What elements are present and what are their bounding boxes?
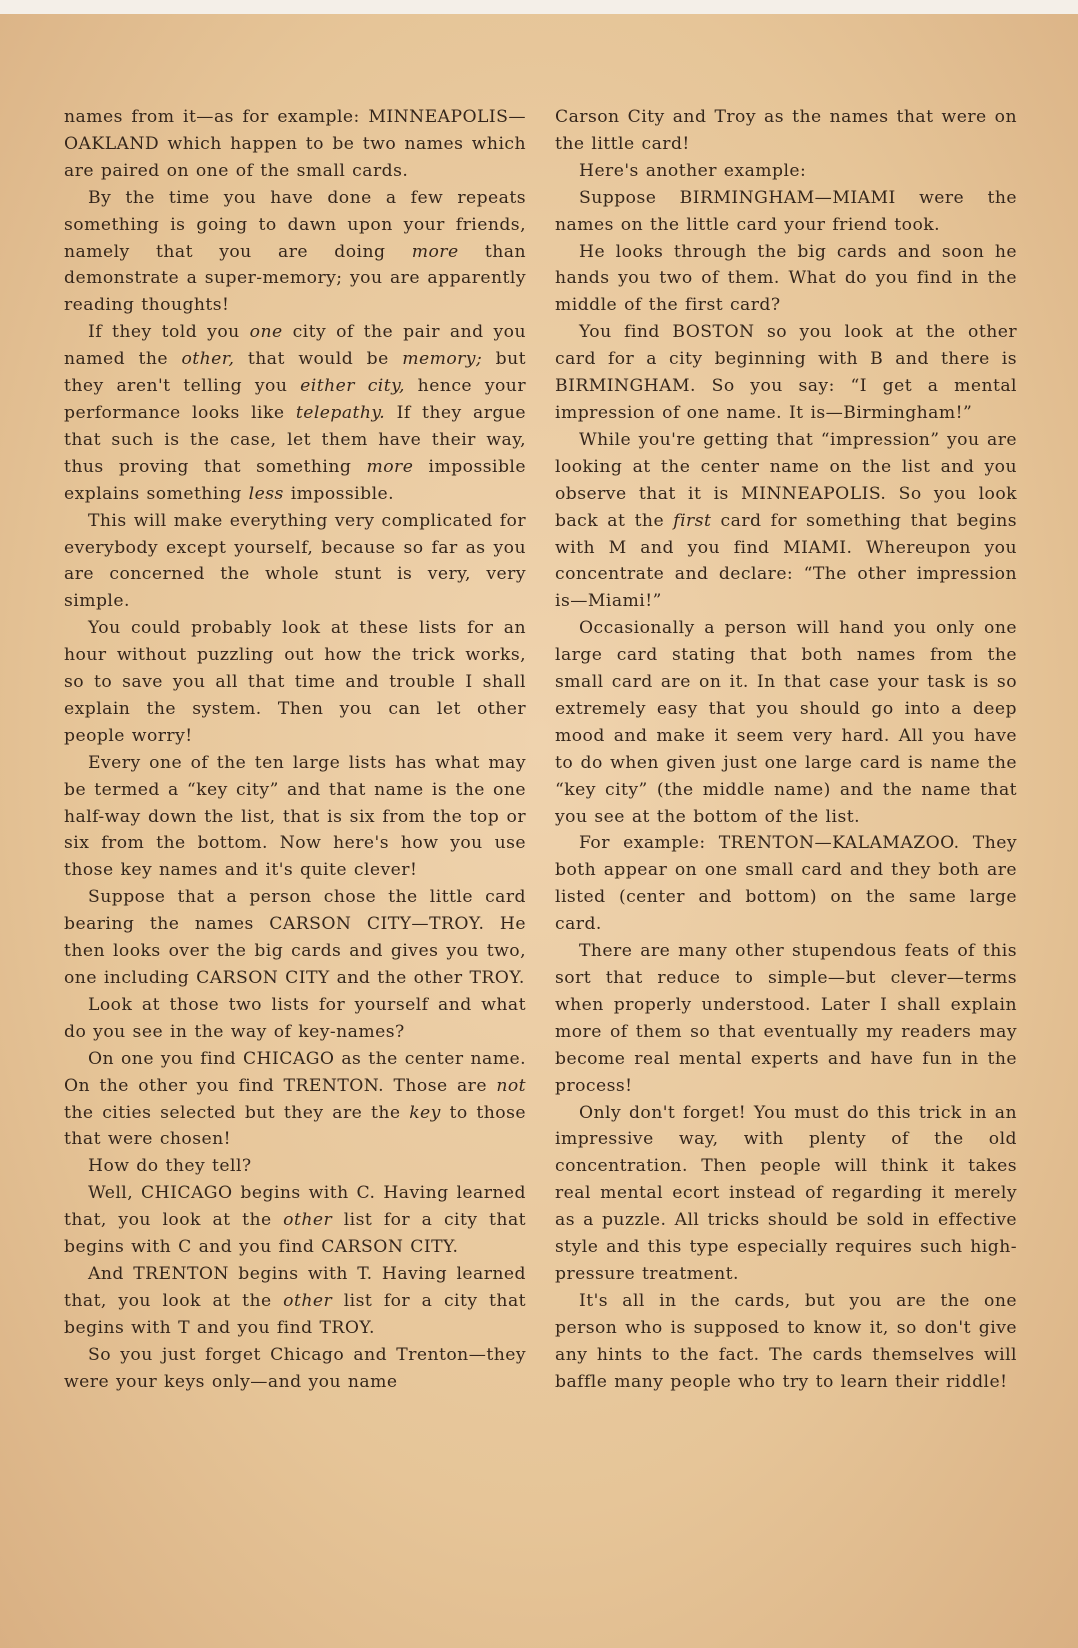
text: How do they tell?	[88, 1156, 252, 1177]
text: card for something that begins with M and you find MIAMI. Whereupon you concentrate and declare: “The other impression is—Miami!”	[555, 510, 1017, 612]
text: It's all in the cards, but you are the one person who is supposed to know it, so don't give any hints to the fact. The cards themselves will baffle many people who try to learn their riddle!	[555, 1290, 1017, 1392]
text: Suppose BIRMINGHAM—MIAMI were the names on the little card your friend took.	[555, 187, 1017, 235]
text: So you just forget Chicago and Trenton—they were your keys only—and you name	[64, 1344, 526, 1392]
text: Carson City and Troy as the names that were on the little card!	[555, 107, 1017, 154]
italic-text: more	[411, 241, 459, 262]
paragraph	[555, 185, 1017, 239]
text: If they told you	[88, 322, 250, 343]
text: Suppose that a person chose the little card bearing the names CARSON CITY—TROY. He then looks over the big cards and gives you two, one including CARSON CITY and the other TROY.	[64, 887, 526, 988]
italic-text: not	[496, 1075, 526, 1096]
paragraph	[555, 615, 1017, 830]
text: Occasionally a person will hand you only one large card stating that both names from the small card are on it. In that case your task is so extremely easy that you should go into a deep mood and make it seem very hard. All you have to do when given just one large card is name the “key city” (the middle name) and the name that you see at the bottom of the list.	[555, 618, 1017, 827]
text: to those that were chosen!	[64, 1102, 526, 1150]
paragraph	[555, 239, 1017, 320]
paragraph	[64, 1180, 526, 1261]
italic-text: less	[248, 483, 284, 504]
paragraph	[64, 1046, 526, 1154]
text: Every one of the ten large lists has what may be termed a “key city” and that name is the one half-way down the list, that is six from the top or six from the bottom. Now here's how you use those key names and it's quite clever!	[64, 752, 526, 881]
italic-text: telepathy.	[295, 402, 386, 423]
text: than demonstrate a super-memory; you are apparently reading thoughts!	[64, 241, 526, 316]
paragraph	[555, 1100, 1017, 1288]
right-column	[555, 104, 1017, 1396]
paragraph	[555, 830, 1017, 938]
italic-text: one	[249, 322, 283, 343]
paragraph	[555, 1288, 1017, 1396]
text: names from it—as for example: MINNEAPOLIS—OAKLAND which happen to be two names which are paired on one of the small cards.	[64, 107, 526, 181]
paragraph	[555, 104, 1017, 158]
text: impossible.	[283, 483, 395, 504]
paragraph	[64, 1261, 526, 1342]
paragraph	[64, 1153, 526, 1180]
text: list for a city that begins with C and you find CARSON CITY.	[64, 1210, 526, 1258]
text: hence your performance looks like	[64, 376, 526, 423]
italic-text: other	[283, 1290, 333, 1311]
text: Here's another example:	[579, 160, 807, 181]
italic-text: first	[673, 510, 712, 531]
paragraph	[64, 884, 526, 992]
italic-text: either city,	[300, 376, 405, 397]
text: On one you find CHICAGO as the center name. On the other you find TRENTON. Those are	[64, 1048, 526, 1096]
text: This will make everything very complicated for everybody except yourself, because so far as you are concerned the whole stunt is very, very simple.	[64, 510, 526, 612]
paragraph	[555, 158, 1017, 185]
paragraph	[555, 938, 1017, 1099]
text: Well, CHICAGO begins with C. Having learned that, you look at the	[64, 1183, 526, 1231]
text: He looks through the big cards and soon he hands you two of them. What do you find in the middle of the first card?	[555, 241, 1017, 316]
italic-text: more	[366, 456, 414, 477]
italic-text: other	[283, 1210, 333, 1231]
paragraph	[64, 750, 526, 885]
text: For example: TRENTON—KALAMAZOO. They both appear on one small card and they both are listed (center and bottom) on the same large card.	[555, 833, 1017, 935]
text: By the time you have done a few repeats something is going to dawn upon your friends, namely that you are doing	[64, 187, 526, 262]
text: Only don't forget! You must do this trick in an impressive way, with plenty of the old concentration. Then people will think it takes real mental ecort instead of regarding it merely as a puzzle. All tricks should be sold in effective style and this type especially requires such high-pressure treatment.	[555, 1102, 1017, 1284]
paragraph	[64, 508, 526, 616]
text: While you're getting that “impression” you are looking at the center name on the list and you observe that it is MINNEAPOLIS. So you look back at the	[555, 429, 1017, 531]
text: that would be	[234, 349, 403, 370]
paragraph	[64, 1342, 526, 1396]
paragraph	[555, 319, 1017, 427]
text: the cities selected but they are the	[64, 1102, 410, 1123]
text: And TRENTON begins with T. Having learned that, you look at the	[64, 1263, 526, 1311]
text: There are many other stupendous feats of this sort that reduce to simple—but clever—terms when properly understood. Later I shall explain more of them so that eventually my readers may become real mental experts and have fun in the process!	[555, 941, 1017, 1096]
text: You find BOSTON so you look at the other card for a city beginning with B and there is BIRMINGHAM. So you say: “I get a mental impression of one name. It is—Birmingham!”	[555, 322, 1017, 423]
paragraph	[64, 319, 526, 507]
paragraph	[64, 992, 526, 1046]
text: city of the pair and you named the	[64, 322, 526, 370]
italic-text: key	[409, 1102, 441, 1123]
text: list for a city that begins with T and you find TROY.	[64, 1290, 526, 1338]
text: Look at those two lists for yourself and what do you see in the way of key-names?	[64, 994, 526, 1042]
paragraph	[64, 104, 526, 185]
text: If they argue that such is the case, let them have their way, thus proving that something	[64, 402, 526, 477]
text: impossible explains something	[64, 456, 526, 504]
text: You could probably look at these lists for an hour without puzzling out how the trick works, so to save you all that time and trouble I shall explain the system. Then you can let other people worry!	[64, 618, 526, 746]
paragraph	[555, 427, 1017, 615]
page-edge	[0, 0, 1078, 14]
italic-text: other,	[181, 349, 235, 370]
italic-text: memory;	[402, 349, 483, 370]
paragraph	[64, 185, 526, 320]
left-column	[64, 104, 526, 1396]
paragraph	[64, 615, 526, 750]
text: but they aren't telling you	[64, 349, 526, 397]
